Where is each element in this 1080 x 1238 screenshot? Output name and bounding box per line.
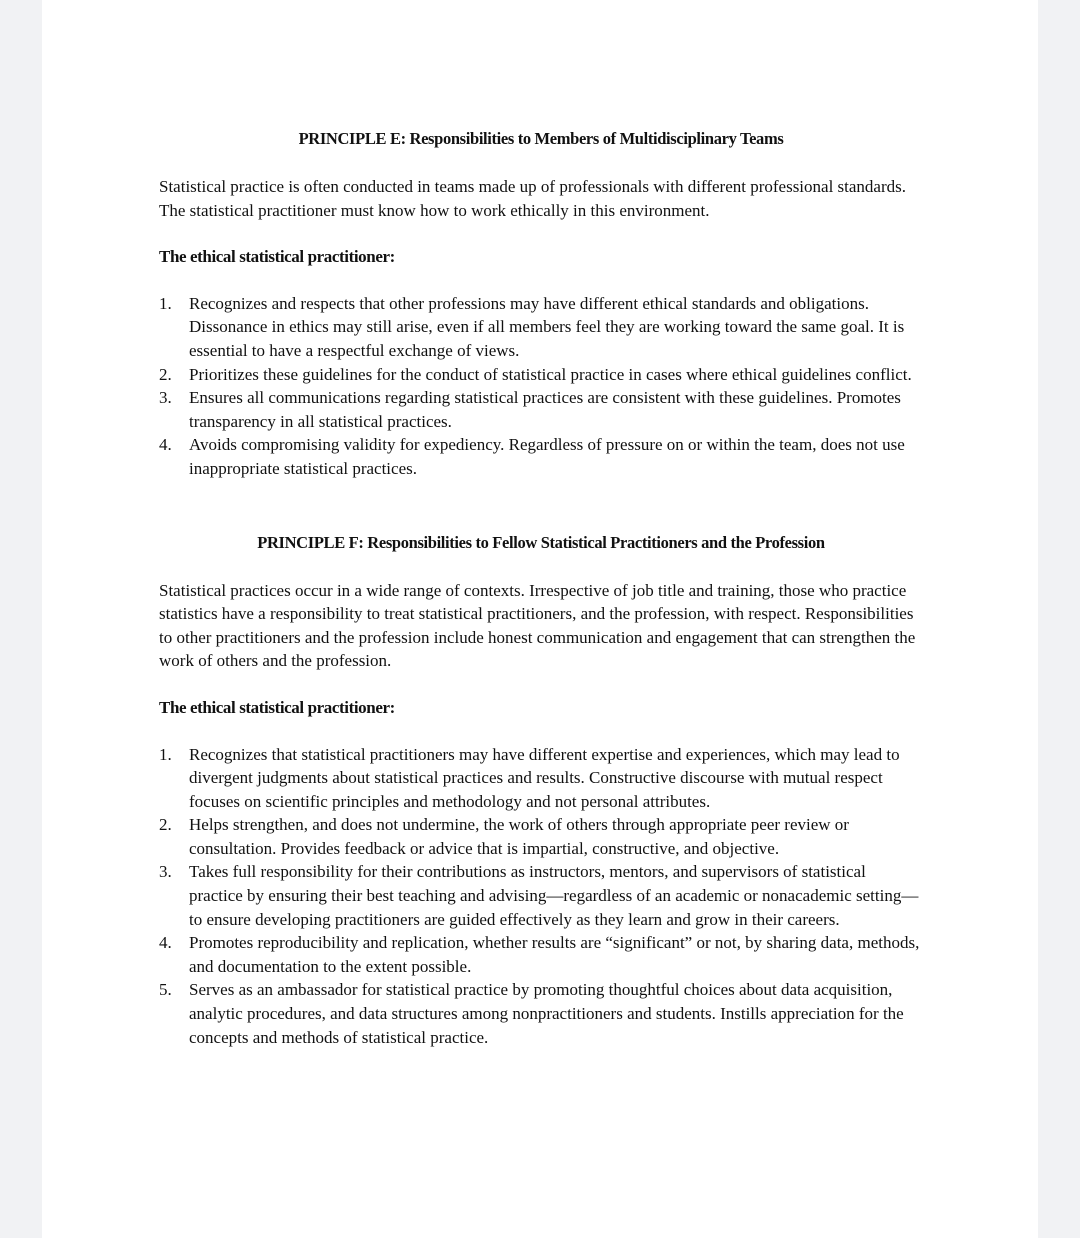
list-item — [159, 931, 923, 978]
principle-e-heading: PRINCIPLE E: Responsibilities to Members of Multidisciplinary Teams — [298, 129, 784, 148]
list-item-text: Helps strengthen, and does not undermine, the work of others through appropriate peer review or consultation. Provides feedback or advice that is impartial, constructive, and objective. — [189, 815, 849, 858]
list-item-text: Promotes reproducibility and replication, whether results are “significant” or not, by sharing data, methods, and documentation to the extent possible. — [189, 933, 920, 976]
list-item — [159, 363, 923, 387]
list-item-number: 4. — [159, 933, 172, 953]
principle-e-subheading: The ethical statistical practitioner: — [159, 247, 395, 267]
list-item — [159, 860, 923, 931]
list-item-number: 3. — [159, 862, 172, 882]
principle-e-list — [159, 269, 923, 481]
section-spacer — [159, 481, 923, 528]
list-item-text: Recognizes that statistical practitioners may have different expertise and experiences, which may lead to divergent judgments about statistical practices and results. Constructive discourse with mutual respect focuses on scientific principles and methodology and not personal attributes. — [189, 744, 900, 811]
principle-e-section — [159, 124, 923, 481]
principle-f-intro: Statistical practices occur in a wide range of contexts. Irrespective of job title and training, those who practice statistics have a responsibility to treat statistical practitioners, and the profession, with respect. Responsibilities to other practitioners and the profession include honest communication and engagement that can strengthen the work of others and the profession. — [159, 580, 916, 671]
list-item-number: 4. — [159, 435, 172, 455]
list-item — [159, 813, 923, 860]
list-item-text: Prioritizes these guidelines for the conduct of statistical practice in cases where ethical guidelines conflict. — [189, 364, 912, 384]
list-item-text: Ensures all communications regarding statistical practices are consistent with these guidelines. Promotes transparency in all statistical practices. — [189, 388, 901, 431]
list-item-number: 1. — [159, 293, 172, 313]
list-item-text: Serves as an ambassador for statistical practice by promoting thoughtful choices about data acquisition, analytic procedures, and data structures among nonpractitioners and students. Instills appreciation for the concepts and methods of statistical practice. — [189, 980, 904, 1047]
list-item-number: 1. — [159, 744, 172, 764]
list-item — [159, 743, 923, 814]
principle-f-list — [159, 720, 923, 1050]
list-item-number: 2. — [159, 364, 172, 384]
list-item — [159, 978, 923, 1049]
list-item-number: 2. — [159, 815, 172, 835]
principle-e-intro: Statistical practice is often conducted in teams made up of professionals with different professional standards. The statistical practitioner must know how to work ethically in this environment. — [159, 177, 907, 220]
list-item — [159, 386, 923, 433]
list-item-number: 3. — [159, 388, 172, 408]
list-item — [159, 292, 923, 363]
list-item-text: Avoids compromising validity for expediency. Regardless of pressure on or within the team, does not use inappropriate statistical practices. — [189, 435, 905, 478]
list-item — [159, 433, 923, 480]
principle-f-subheading: The ethical statistical practitioner: — [159, 697, 395, 717]
principle-f-section — [159, 528, 923, 1050]
document-page — [42, 0, 1038, 1238]
list-item-number: 5. — [159, 980, 172, 1000]
document-content — [159, 124, 923, 1049]
principle-f-heading: PRINCIPLE F: Responsibilities to Fellow Statistical Practitioners and the Profession — [257, 532, 825, 552]
list-item-text: Recognizes and respects that other professions may have different ethical standards and obligations. Dissonance in ethics may still arise, even if all members feel they are working toward the same goal. It is essential to have a respectful exchange of views. — [189, 293, 905, 360]
list-item-text: Takes full responsibility for their contributions as instructors, mentors, and supervisors of statistical practice by ensuring their best teaching and advising—regardless of an academic or nonacademic setting—to ensure developing practitioners are guided effectively as they learn and grow in their careers. — [189, 862, 919, 929]
